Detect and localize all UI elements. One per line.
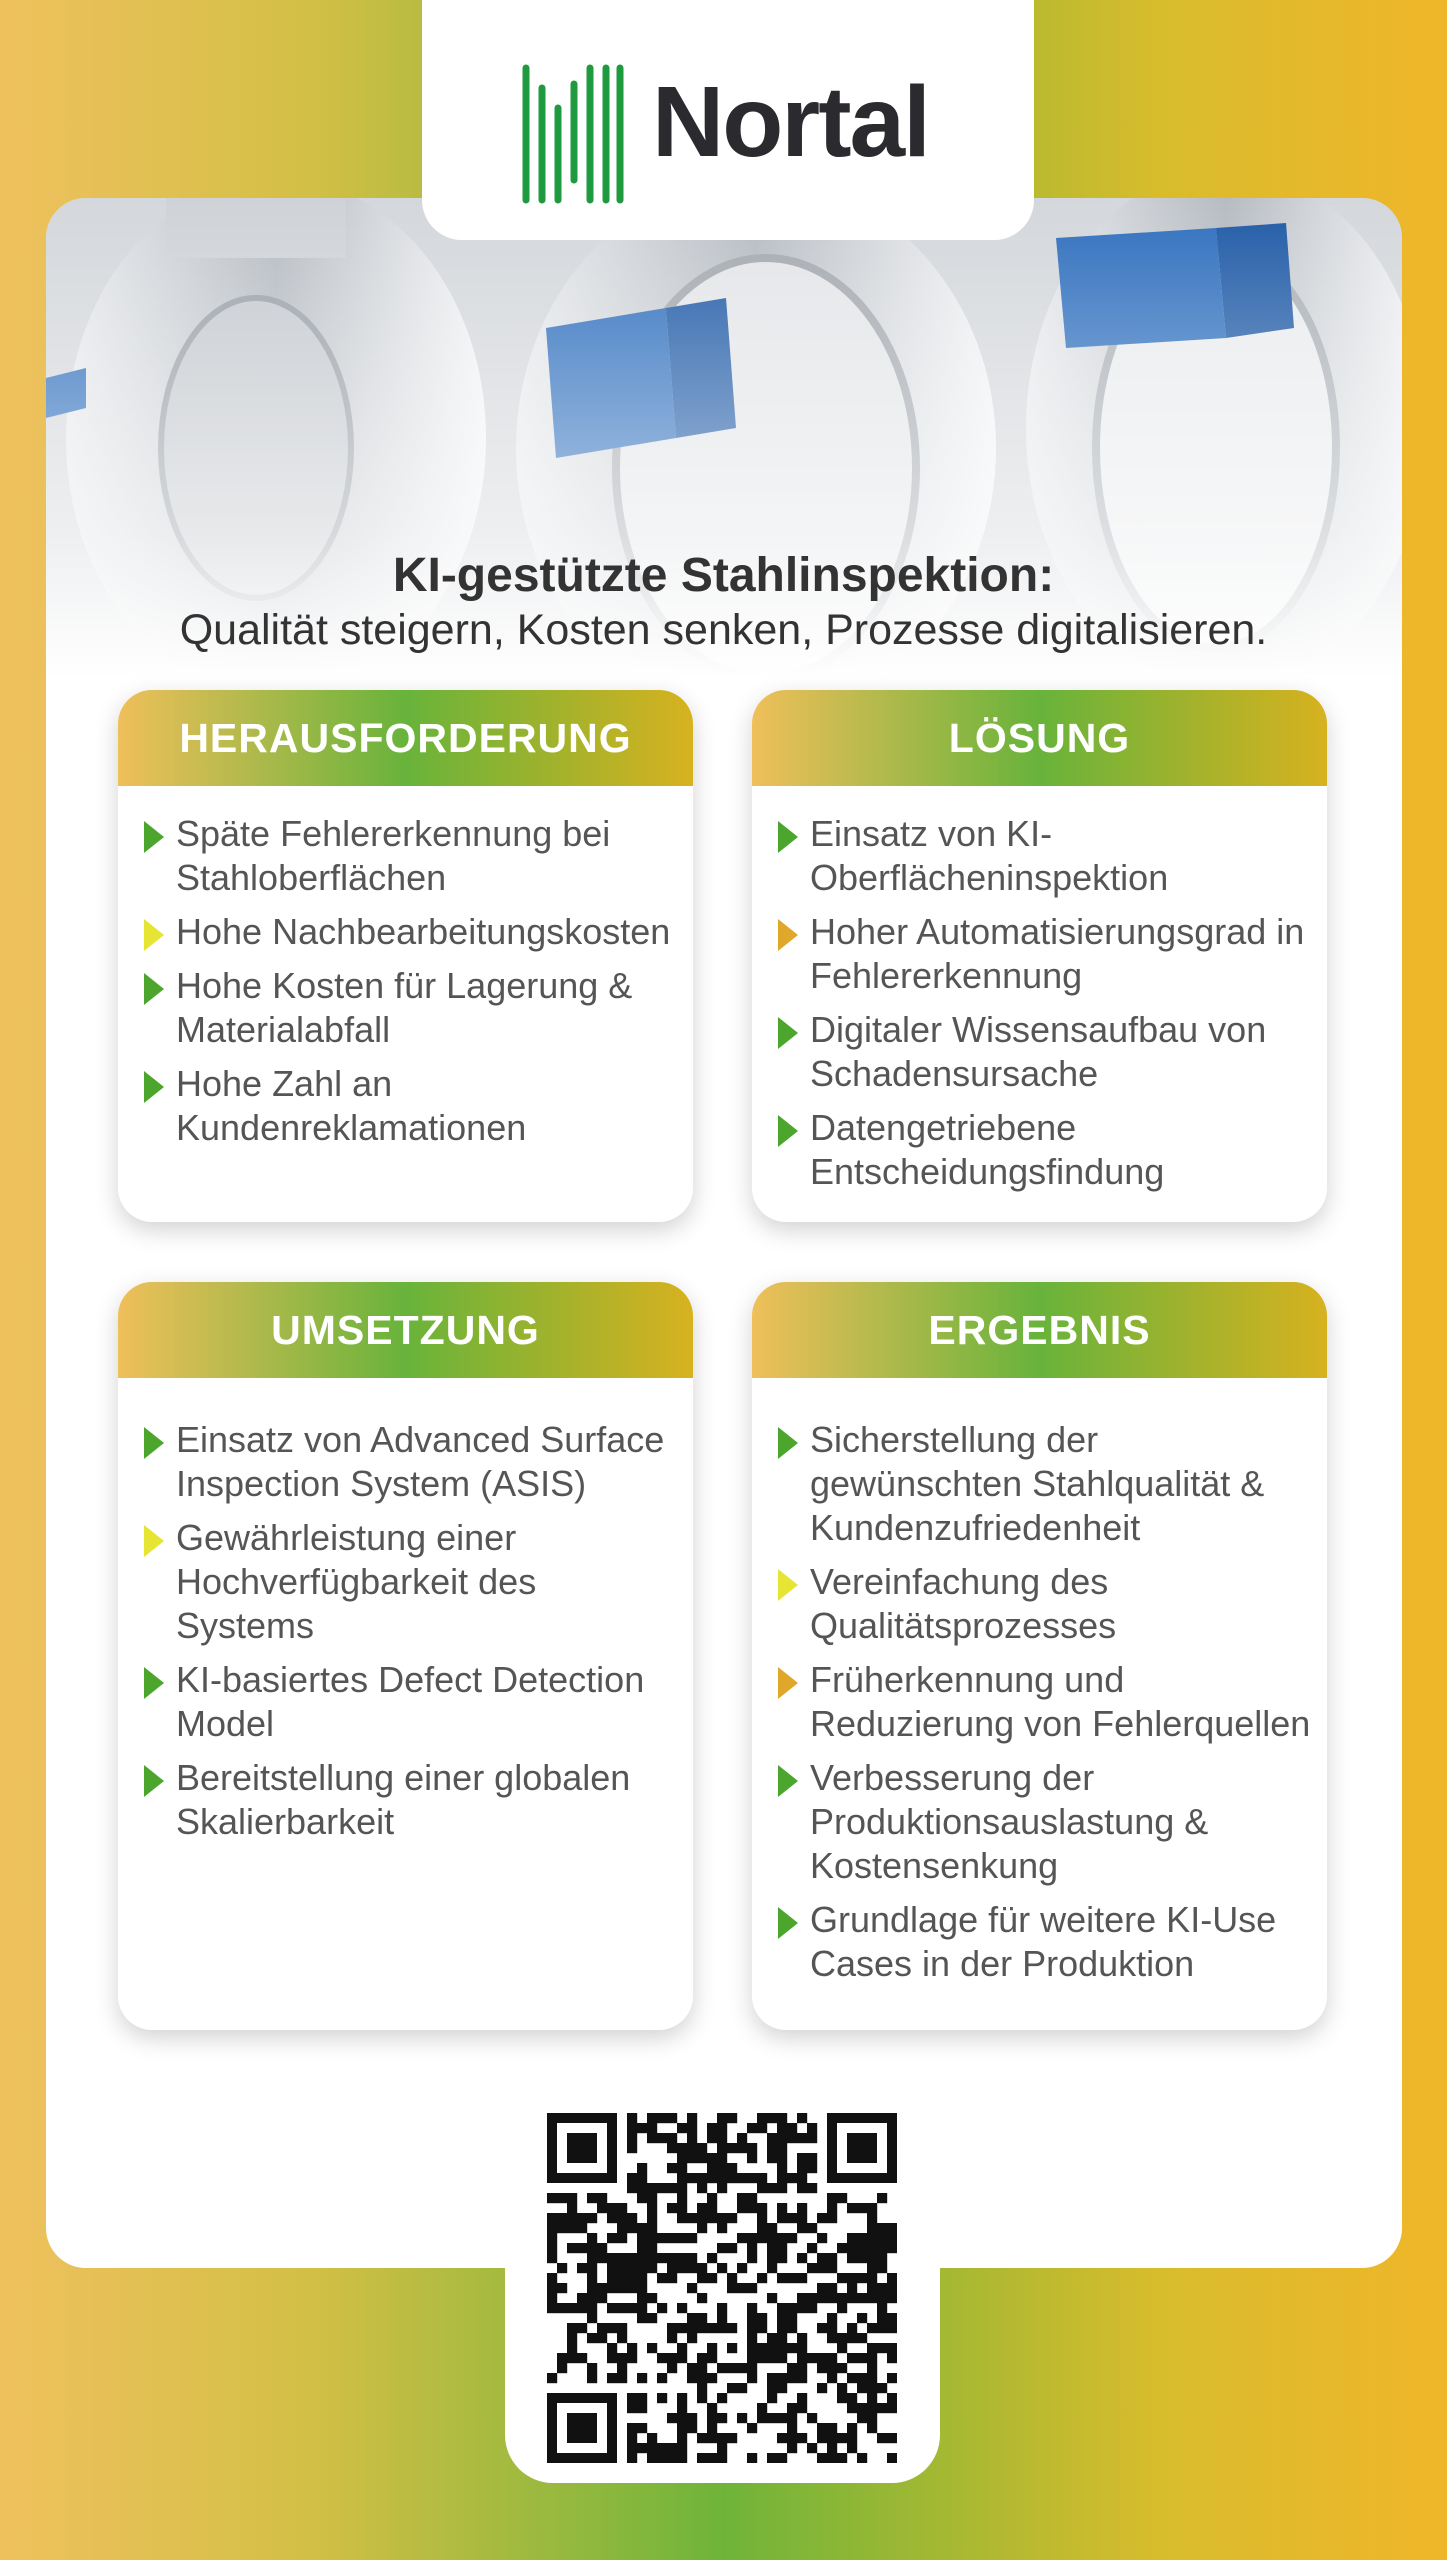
- qr-code-container[interactable]: [505, 2083, 940, 2483]
- logo-container: [422, 0, 1034, 240]
- card-umsetzung: [118, 1282, 693, 2030]
- list-item: Hohe Nachbearbeitungskosten: [176, 910, 683, 954]
- arrow-bullet-icon: [778, 919, 798, 951]
- list-item: Früherkennung und Reduzierung von Fehlerquellen: [810, 1658, 1317, 1746]
- arrow-bullet-icon: [144, 1667, 164, 1699]
- list-item: Späte Fehlererkennung bei Stahloberflächen: [176, 812, 683, 900]
- arrow-bullet-icon: [778, 821, 798, 853]
- arrow-bullet-icon: [144, 1525, 164, 1557]
- list-item: Hohe Zahl an Kundenreklamationen: [176, 1062, 683, 1150]
- list-item: Gewährleistung einer Hochverfügbarkeit des Systems: [176, 1516, 683, 1648]
- arrow-bullet-icon: [778, 1427, 798, 1459]
- list-item: KI-basiertes Defect Detection Model: [176, 1658, 683, 1746]
- page-title: KI-gestützte Stahlinspektion:: [392, 549, 1055, 602]
- list-item: Verbesserung der Produktionsauslastung & Kostensenkung: [810, 1756, 1317, 1888]
- qr-code-icon[interactable]: [547, 2113, 897, 2463]
- card-title: UMSETZUNG: [118, 1282, 693, 1378]
- arrow-bullet-icon: [144, 1427, 164, 1459]
- arrow-bullet-icon: [778, 1667, 798, 1699]
- list-item: Einsatz von Advanced Surface Inspection System (ASIS): [176, 1418, 683, 1506]
- arrow-bullet-icon: [778, 1115, 798, 1147]
- card-title: LÖSUNG: [752, 690, 1327, 786]
- arrow-bullet-icon: [778, 1569, 798, 1601]
- card-title: ERGEBNIS: [752, 1282, 1327, 1378]
- arrow-bullet-icon: [778, 1765, 798, 1797]
- list-item: Hoher Automatisierungsgrad in Fehlererkennung: [810, 910, 1317, 998]
- arrow-bullet-icon: [144, 1071, 164, 1103]
- arrow-bullet-icon: [144, 973, 164, 1005]
- nortal-logo-icon: [520, 64, 624, 204]
- list-item: Grundlage für weitere KI-Use Cases in der Produktion: [810, 1898, 1317, 1986]
- list-item: Datengetriebene Entscheidungsfindung: [810, 1106, 1317, 1194]
- arrow-bullet-icon: [144, 1765, 164, 1797]
- list-item: Einsatz von KI-Oberflächeninspektion: [810, 812, 1317, 900]
- arrow-bullet-icon: [778, 1907, 798, 1939]
- card-loesung: [752, 690, 1327, 1222]
- list-item: Vereinfachung des Qualitätsprozesses: [810, 1560, 1317, 1648]
- list-item: Bereitstellung einer globalen Skalierbarkeit: [176, 1756, 683, 1844]
- arrow-bullet-icon: [144, 919, 164, 951]
- list-item: Hohe Kosten für Lagerung & Materialabfall: [176, 964, 683, 1052]
- card-herausforderung: [118, 690, 693, 1222]
- arrow-bullet-icon: [778, 1017, 798, 1049]
- card-ergebnis: [752, 1282, 1327, 2030]
- list-item: Digitaler Wissensaufbau von Schadensursache: [810, 1008, 1317, 1096]
- list-item: Sicherstellung der gewünschten Stahlqualität & Kundenzufriedenheit: [810, 1418, 1317, 1550]
- card-title: HERAUSFORDERUNG: [118, 690, 693, 786]
- page-subtitle: Qualität steigern, Kosten senken, Prozesse digitalisieren.: [179, 606, 1268, 654]
- arrow-bullet-icon: [144, 821, 164, 853]
- brand-name: Nortal: [652, 66, 929, 178]
